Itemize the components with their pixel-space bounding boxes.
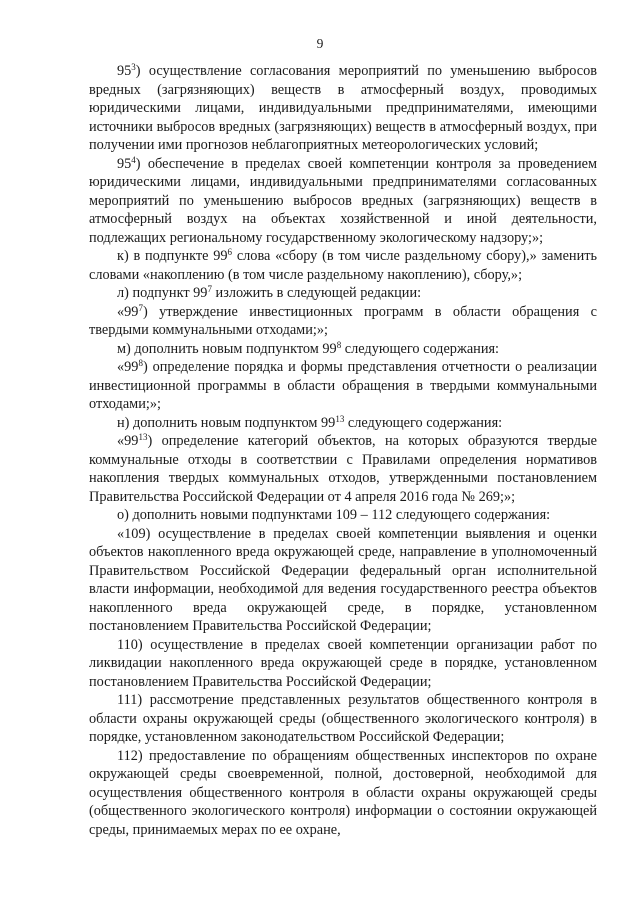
superscript: 3	[131, 62, 136, 72]
paragraph-95-4	[89, 155, 597, 248]
paragraph-text: «99	[117, 359, 139, 375]
paragraph-text: следующего содержания:	[341, 340, 500, 357]
superscript: 13	[138, 432, 148, 442]
paragraph-text: ) определение категорий объектов, на которых образуются твердые коммунальные отходы в соответствии с Правилами определения нормативов накопления твердых коммунальных отходов, утвержденными постановлением Правительства Российской Федерации от 4 апреля 2016 года № 269;»;	[89, 433, 597, 505]
superscript: 8	[336, 339, 342, 350]
paragraph-m	[89, 340, 597, 359]
superscript: 13	[335, 413, 345, 424]
paragraph-109	[89, 525, 597, 636]
paragraph-text: 112) предоставление по обращениям общественных инспекторов по охране окружающей среды своевременной, полной, достоверной, необходимой для осуществления общественного контроля в области охраны окружающей среды (общественного экологического контроля) информации о состоянии окружающей среды, принимаемых мерах по ее охране,	[89, 747, 597, 838]
superscript: 6	[227, 247, 233, 257]
paragraph-text: ) определение порядка и формы представления отчетности о реализации инвестиционной программы в области обращения в твердыми коммунальными отходами;»;	[89, 359, 597, 412]
paragraph-text: 95	[117, 63, 132, 79]
paragraph-k	[89, 247, 597, 284]
paragraph-text: м) дополнить новым подпунктом 99	[117, 340, 337, 357]
superscript: 7	[207, 284, 212, 294]
paragraph-99-13	[89, 432, 597, 506]
paragraph-text: изложить в следующей редакции:	[211, 285, 422, 301]
paragraph-99-8	[89, 358, 597, 414]
paragraph-text: «109) осуществление в пределах своей компетенции выявления и оценки объектов накопленного вреда окружающей среде, направление в уполномоченный Правительством Российской Федерации федеральный орган исполнительной власти информации, необходимой для ведения государственного реестра объектов накопленного вреда окружающей среде, в порядке, установленном постановлением Правительства Российской Федерации;	[89, 525, 597, 634]
paragraph-text: слова «сбору (в том числе раздельному сбору),» заменить словами «накоплению (в том числе раздельному накоплению), сбору,»;	[89, 248, 597, 283]
paragraph-text: н) дополнить новым подпунктом 99	[117, 414, 336, 431]
paragraph-99-7	[89, 303, 597, 340]
page-number: 9	[316, 36, 324, 51]
paragraph-text: 95	[117, 155, 132, 172]
paragraph-o	[89, 506, 597, 525]
superscript: 4	[131, 154, 136, 165]
paragraph-text: ) осуществление согласования мероприятий по уменьшению выбросов вредных (загрязняющих) веществ в атмосферный воздух, проводимых юридическими лицами, индивидуальными предпринимателями, имеющими источники выбросов вредных (загрязняющих) веществ в атмосферный воздух, при получении ими прогнозов неблагоприятных метеорологических условий;	[89, 63, 597, 153]
paragraph-111	[89, 691, 597, 747]
paragraph-text: 111) рассмотрение представленных результатов общественного контроля в области охраны окружающей среды (общественного экологического контроля) в порядке, установленном законодательством Российской Федерации;	[89, 692, 597, 745]
paragraph-n	[89, 414, 597, 433]
document-body	[89, 62, 597, 839]
paragraph-text: л) подпункт 99	[117, 285, 208, 301]
superscript: 8	[138, 358, 143, 368]
paragraph-text: «99	[117, 433, 139, 449]
paragraph-text: о) дополнить новыми подпунктами 109 – 112 следующего содержания:	[117, 507, 551, 523]
paragraph-text: ) утверждение инвестиционных программ в области обращения с твердыми коммунальными отходами;»;	[89, 303, 597, 338]
paragraph-110	[89, 636, 597, 692]
paragraph-text: к) в подпункте 99	[117, 248, 228, 264]
paragraph-text: следующего содержания:	[344, 414, 503, 431]
paragraph-95-3	[89, 62, 597, 155]
paragraph-112	[89, 747, 597, 840]
superscript: 7	[138, 302, 143, 313]
paragraph-text: «99	[117, 303, 139, 320]
paragraph-text: 110) осуществление в пределах своей компетенции организации работ по ликвидации накопленного вреда окружающей среде в порядке, установленном постановлением Правительства Российской Федерации;	[89, 636, 597, 690]
paragraph-text: ) обеспечение в пределах своей компетенции контроля за проведением юридическими лицами, индивидуальными предпринимателями согласованных мероприятий по уменьшению выбросов вредных (загрязняющих) веществ в атмосферный воздух на объектах хозяйственной и иной деятельности, подлежащих региональному государственному экологическому надзору;»;	[89, 155, 597, 246]
paragraph-l	[89, 284, 597, 303]
